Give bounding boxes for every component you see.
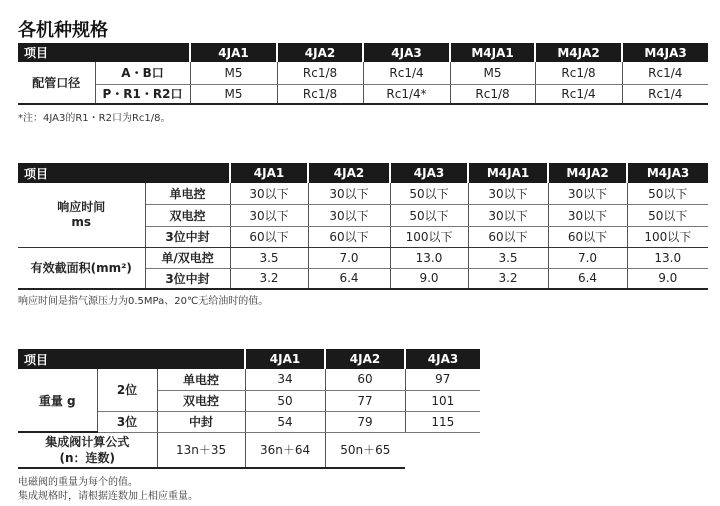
header-model: M4JA1 — [450, 43, 535, 62]
cell: 79 — [325, 411, 405, 432]
header-model: 4JA1 — [230, 163, 308, 183]
row-group-label: 配管口径 — [18, 62, 95, 104]
row-label: 单电控 — [157, 369, 245, 390]
cell: Rc1/4* — [363, 84, 450, 104]
cell: 50以下 — [390, 183, 468, 204]
cell: 97 — [405, 369, 480, 390]
cell: 50n＋65 — [325, 432, 405, 468]
formula-label-line1: 集成阀计算公式 — [45, 435, 130, 449]
header-model: M4JA2 — [535, 43, 622, 62]
cell: Rc1/4 — [622, 62, 708, 84]
cell: 3.5 — [468, 247, 548, 268]
header-model: 4JA2 — [308, 163, 390, 183]
cell: 30以下 — [548, 183, 627, 204]
row-label: 中封 — [157, 411, 245, 432]
cell: 100以下 — [627, 226, 708, 247]
cell: 3.2 — [468, 268, 548, 289]
header-model: 4JA1 — [190, 43, 277, 62]
response-time-table — [18, 163, 708, 290]
cell: 101 — [405, 390, 480, 411]
group-label-text: 响应时间 — [57, 199, 106, 214]
row-label: P・R1・R2口 — [95, 84, 190, 104]
cell: Rc1/4 — [363, 62, 450, 84]
cell: 54 — [245, 411, 325, 432]
table-row — [18, 247, 708, 268]
cell: 36n＋64 — [245, 432, 325, 468]
cell: 50 — [245, 390, 325, 411]
formula-label — [18, 432, 157, 468]
row-group-label: 重量 g — [18, 369, 97, 432]
cell: 100以下 — [390, 226, 468, 247]
weight-table — [18, 349, 480, 469]
cell: 7.0 — [548, 247, 627, 268]
row-label: 3位中封 — [145, 268, 230, 289]
cell: 60 — [325, 369, 405, 390]
position-label: 2位 — [97, 369, 157, 411]
header-model: M4JA3 — [622, 43, 708, 62]
cell: 30以下 — [230, 183, 308, 204]
cell: 7.0 — [308, 247, 390, 268]
table-row — [18, 84, 708, 104]
header-model: 4JA3 — [405, 349, 480, 369]
header-model: 4JA2 — [277, 43, 363, 62]
cell: 60以下 — [468, 226, 548, 247]
row-label: A・B口 — [95, 62, 190, 84]
cell: 6.4 — [308, 268, 390, 289]
group-label-unit: ms — [71, 214, 92, 229]
header-model: M4JA2 — [548, 163, 627, 183]
cell: 115 — [405, 411, 480, 432]
header-model: 4JA1 — [245, 349, 325, 369]
cell: 30以下 — [468, 183, 548, 204]
header-model: M4JA3 — [627, 163, 708, 183]
cell: 13n＋35 — [157, 432, 245, 468]
cell: 9.0 — [627, 268, 708, 289]
cell: 50以下 — [627, 204, 708, 226]
cell: 30以下 — [308, 204, 390, 226]
port-size-table — [18, 43, 708, 105]
row-label: 单电控 — [145, 183, 230, 204]
row-label: 双电控 — [157, 390, 245, 411]
cell: 13.0 — [627, 247, 708, 268]
footnote: *注：4JA3的R1・R2口为Rc1/8。 — [18, 113, 171, 124]
cell: 6.4 — [548, 268, 627, 289]
row-label: 3位中封 — [145, 226, 230, 247]
header-item: 项目 — [18, 163, 230, 183]
cell: 30以下 — [230, 204, 308, 226]
page-title: 各机种规格 — [18, 20, 108, 41]
cell: 9.0 — [390, 268, 468, 289]
header-item: 项目 — [18, 349, 245, 369]
cell: Rc1/4 — [535, 84, 622, 104]
row-label: 双电控 — [145, 204, 230, 226]
cell: 30以下 — [308, 183, 390, 204]
table-row — [18, 62, 708, 84]
footnote: 集成规格时，请根据连数加上相应重量。 — [18, 491, 198, 502]
cell: 60以下 — [548, 226, 627, 247]
formula-label-line2: (n：连数) — [59, 451, 115, 465]
cell: 30以下 — [548, 204, 627, 226]
cell: 50以下 — [627, 183, 708, 204]
cell: 3.5 — [230, 247, 308, 268]
cell: M5 — [450, 62, 535, 84]
cell: 13.0 — [390, 247, 468, 268]
cell: Rc1/4 — [622, 84, 708, 104]
table-row — [18, 432, 480, 468]
header-model: 4JA3 — [390, 163, 468, 183]
cell: 30以下 — [468, 204, 548, 226]
cell: 34 — [245, 369, 325, 390]
cell: Rc1/8 — [277, 62, 363, 84]
footnote: 电磁阀的重量为每个的值。 — [18, 477, 138, 488]
cell: Rc1/8 — [535, 62, 622, 84]
cell: Rc1/8 — [277, 84, 363, 104]
cell: M5 — [190, 84, 277, 104]
row-group-label — [18, 183, 145, 247]
cell: M5 — [190, 62, 277, 84]
header-model: 4JA3 — [363, 43, 450, 62]
header-item: 项目 — [18, 43, 190, 62]
footnote: 响应时间是指气源压力为0.5MPa、20℃无给油时的值。 — [18, 296, 269, 307]
table-row — [18, 369, 480, 390]
cell: 60以下 — [308, 226, 390, 247]
cell: 50以下 — [390, 204, 468, 226]
header-model: M4JA1 — [468, 163, 548, 183]
cell: 77 — [325, 390, 405, 411]
table-row — [18, 183, 708, 204]
cell: 3.2 — [230, 268, 308, 289]
header-model: 4JA2 — [325, 349, 405, 369]
row-group-label: 有效截面积(mm²) — [18, 247, 145, 289]
cell: 60以下 — [230, 226, 308, 247]
row-label: 单/双电控 — [145, 247, 230, 268]
cell: Rc1/8 — [450, 84, 535, 104]
position-label: 3位 — [97, 411, 157, 432]
